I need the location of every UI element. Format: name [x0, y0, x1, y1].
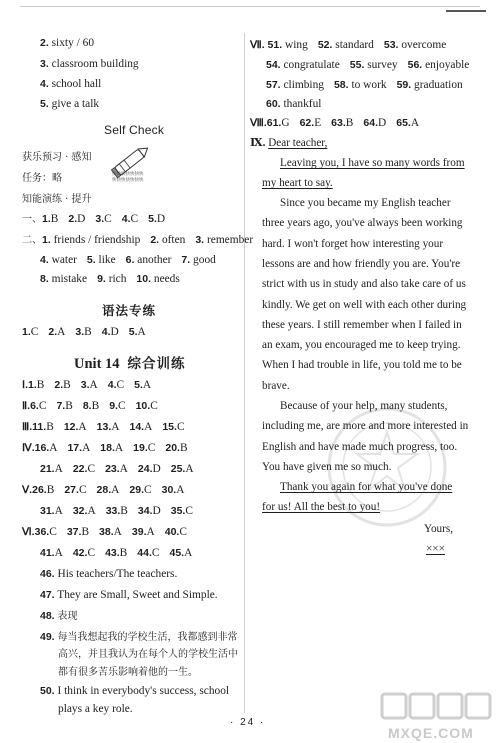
section-7-row2: 54. congratulate 55. survey 56. enjoyable — [266, 59, 470, 71]
task-line: 任务：略 — [22, 173, 62, 184]
section-7-row1: Ⅶ. 51. wing 52. standard 53. overcome — [250, 39, 447, 51]
letter-greeting: Ⅸ. Dear teacher, — [250, 137, 328, 149]
answer-q2: 2. sixty / 60 — [40, 37, 95, 49]
answer-q47: 47. They are Small, Sweet and Simple. — [40, 589, 218, 601]
letter-line: lessons are and how friendly you are. You're — [262, 258, 461, 270]
letter-signature: ××× — [426, 543, 445, 555]
grammar-heading: 语法专练 — [102, 303, 157, 318]
answer-q46: 46. His teachers/The teachers. — [40, 568, 178, 580]
letter-line: You have given me so much. — [262, 461, 392, 473]
answer-q48: 48. 表现 — [40, 610, 78, 622]
section-5-answers: Ⅴ.26.B 27.C 28.A 29.C 30.A — [22, 484, 185, 496]
section-4-answers: Ⅳ.16.A 17.A 18.A 19.C 20.B — [22, 442, 188, 454]
letter-line: Thank you again for what you've done — [280, 481, 453, 493]
self-check-title: Self Check — [104, 123, 165, 137]
self-check-part1: 一、1.B 2.D 3.C 4.C 5.D — [22, 213, 166, 225]
letter-line: hard. I won't forget how interesting your — [262, 238, 444, 250]
letter-closing: Yours, — [424, 523, 454, 535]
letter-line: an exam, you encouraged me to keep trying. — [262, 339, 461, 351]
answer-q3: 3. classroom building — [40, 58, 139, 70]
preview-section-label: 获乐预习 · 感知 — [22, 152, 92, 163]
letter-line: strict with us in study and also take care of us — [262, 278, 466, 290]
section-4b-answers: 21.A 22.C 23.A 24.D 25.A — [40, 463, 194, 475]
unit-heading: Unit 14 综合训练 — [74, 356, 186, 372]
practice-section-label: 知能演练 · 提升 — [22, 194, 92, 205]
section-6b-answers: 41.A 42.C 43.B 44.C 45.A — [40, 547, 193, 559]
self-check-part2-row3: 8. mistake 9. rich 10. needs — [40, 273, 180, 285]
letter-line: Since you became my English teacher — [280, 197, 451, 209]
letter-line: kindly. We get on well with each other during — [262, 299, 467, 311]
letter-line: three years ago, you've always been working — [262, 217, 463, 229]
self-check-part2-row2: 4. water 5. like 6. another 7. good — [40, 254, 216, 266]
letter-line: brave. — [262, 380, 290, 392]
answer-q49-line3: 都有很多苦乐影响着他的一生。 — [58, 667, 198, 678]
answer-q4: 4. school hall — [40, 78, 102, 90]
letter-line: these years. I still remember when I failed in — [262, 319, 462, 331]
page-number: · 24 · — [230, 717, 266, 728]
answer-q5: 5. give a talk — [40, 98, 100, 110]
section-1-answers: Ⅰ.1.B 2.B 3.A 4.C 5.A — [22, 379, 152, 391]
top-right-mark — [446, 10, 486, 12]
grammar-answers: 1.C 2.A 3.B 4.D 5.A — [22, 326, 146, 338]
top-rule — [20, 6, 480, 7]
answer-q49-line2: 高兴，并且我认为在每个人的学校生活中 — [58, 649, 238, 660]
answer-q50-line1: 50. I think in everybody's success, school — [40, 685, 230, 697]
section-8-answers: Ⅷ.61.G 62.E 63.B 64.D 65.A — [250, 117, 420, 129]
section-7-row3: 57. climbing 58. to work 59. graduation — [266, 79, 463, 91]
section-3-answers: Ⅲ.11.B 12.A 13.A 14.A 15.C — [22, 421, 185, 433]
letter-line: my heart to say. — [262, 177, 333, 189]
letter-line: When I had trouble in life, you told me to be — [262, 359, 462, 371]
letter-line: for us! All the best to you! — [262, 501, 381, 513]
column-divider — [244, 33, 245, 713]
section-6-answers: Ⅵ.36.C 37.B 38.A 39.A 40.C — [22, 526, 187, 538]
letter-line: English and have made much progress, too. — [262, 441, 458, 453]
self-check-part2-row1: 二、1. friends / friendship 2. often 3. remember — [22, 234, 254, 246]
letter-line: Leaving you, I have so many words from — [280, 157, 465, 169]
section-5b-answers: 31.A 32.A 33.B 34.D 35.C — [40, 505, 193, 517]
watermark-text: MXQE.COM — [388, 725, 474, 741]
letter-line: Because of your help, many students, — [280, 400, 448, 412]
letter-line: including me, are more and more interested in — [262, 420, 469, 432]
section-2-answers: Ⅱ.6.C 7.B 8.B 9.C 10.C — [22, 400, 158, 412]
answer-q50-line2: plays a key role. — [58, 703, 133, 715]
section-7-row4: 60. thankful — [266, 98, 322, 110]
pencil-caption: 快快快快快快快 快快快快快快快 — [112, 172, 144, 183]
answer-q49-line1: 49. 每当我想起我的学校生活，我都感到非常 — [40, 631, 238, 643]
